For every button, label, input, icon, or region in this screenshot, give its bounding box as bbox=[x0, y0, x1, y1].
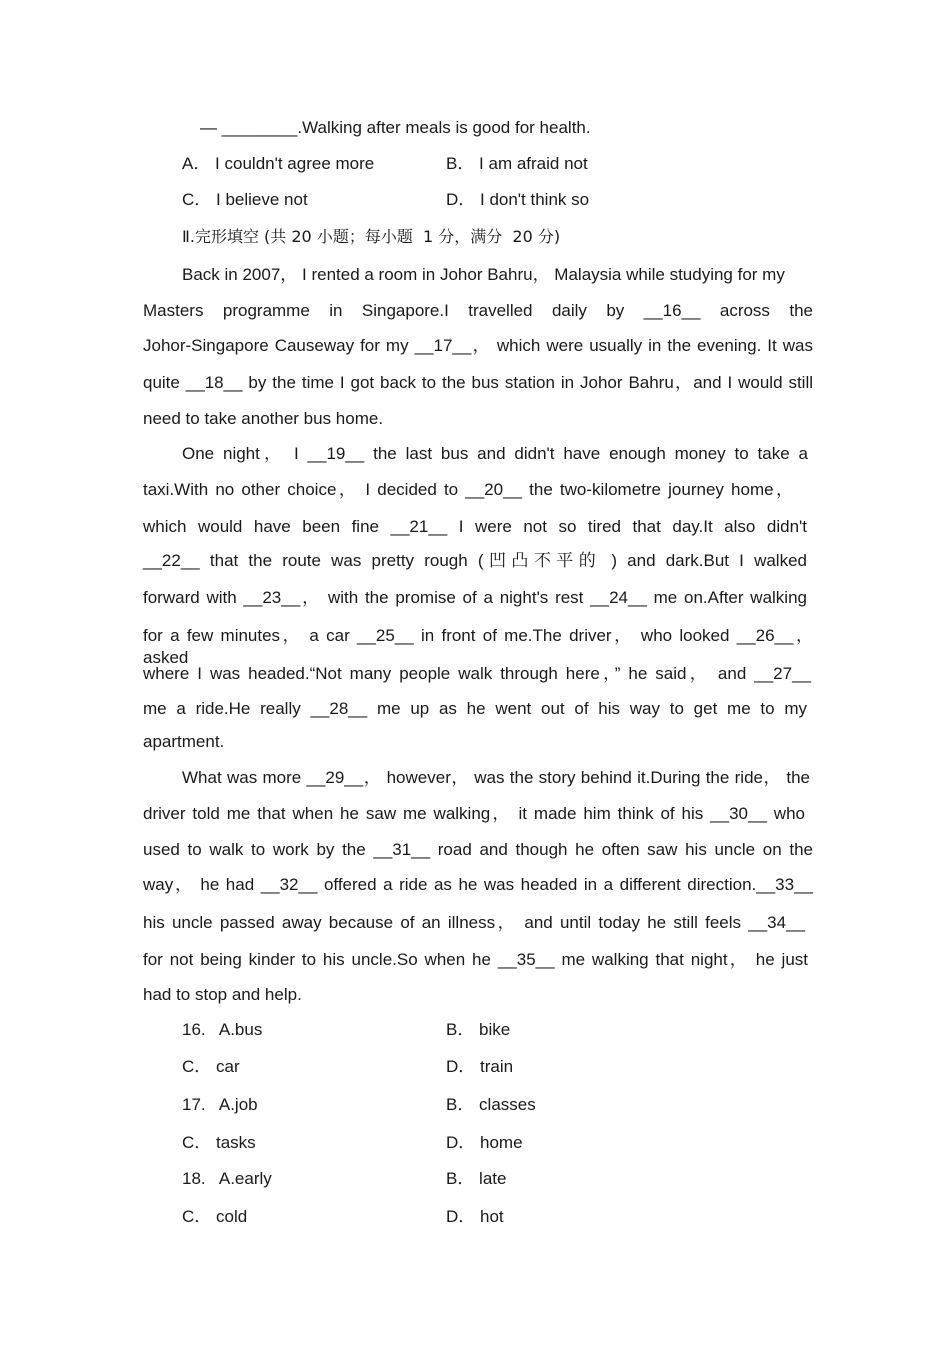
passage-line: his uncle passed away because of an illness， and until today he still feels __34__ bbox=[143, 913, 805, 932]
prev-option-c: C． I believe not bbox=[182, 190, 308, 209]
passage-line: One night， I __19__ the last bus and didn't have enough money to take a bbox=[182, 444, 808, 463]
question-17-option-b: B． classes bbox=[446, 1095, 536, 1114]
passage-line: way， he had __32__ offered a ride as he was headed in a different direction.__33__ bbox=[143, 875, 813, 894]
passage-line: for not being kinder to his uncle.So when he __35__ me walking that night， he just bbox=[143, 950, 808, 969]
question-17-option-d: D． home bbox=[446, 1133, 523, 1152]
passage-line: where I was headed.“Not many people walk through here，” he said， and __27__ bbox=[143, 664, 811, 683]
passage-line: apartment. bbox=[143, 732, 225, 751]
passage-line: me a ride.He really __28__ me up as he went out of his way to get me to my bbox=[143, 699, 807, 718]
option-a: A.early bbox=[218, 1169, 272, 1188]
passage-line: which would have been fine __21__ I were not so tired that day.It also didn't bbox=[143, 517, 807, 536]
passage-line: had to stop and help. bbox=[143, 985, 302, 1004]
question-18-option-c: C． cold bbox=[182, 1207, 248, 1226]
question-18-option-b: B． late bbox=[446, 1169, 507, 1188]
passage-line: Masters programme in Singapore.I travelled daily by __16__ across the bbox=[143, 301, 813, 320]
prev-option-d: D． I don't think so bbox=[446, 190, 590, 209]
section-heading: Ⅱ.完形填空 (共 20 小题；每小题 1 分，满分 20 分) bbox=[182, 227, 561, 246]
question-16-option-c: C． car bbox=[182, 1057, 240, 1076]
option-a: A.bus bbox=[218, 1020, 263, 1039]
passage-line: forward with __23__， with the promise of a night's rest __24__ me on.After walking bbox=[143, 588, 807, 607]
passage-line: driver told me that when he saw me walking， it made him think of his __30__ who bbox=[143, 804, 805, 823]
passage-line: used to walk to work by the __31__ road and though he often saw his uncle on the bbox=[143, 840, 813, 859]
option-a: A.job bbox=[218, 1095, 258, 1114]
passage-line: taxi.With no other choice， I decided to __20__ the two-kilometre journey home， bbox=[143, 480, 793, 499]
question-17-option-c: C． tasks bbox=[182, 1133, 256, 1152]
passage-line: __22__ that the route was pretty rough (凹凸不平的 ) and dark.But I walked bbox=[143, 551, 807, 570]
passage-line: for a few minutes， a car __25__ in front of me.The driver， who looked __26__， asked bbox=[143, 626, 813, 667]
question-18-option-d: D． hot bbox=[446, 1207, 504, 1226]
question-16-option-b: B． bike bbox=[446, 1020, 511, 1039]
question-18-option-a bbox=[182, 1168, 272, 1190]
passage-line: quite __18__ by the time I got back to the bus station in Johor Bahru，and I would still bbox=[143, 373, 813, 392]
question-number: 16. bbox=[182, 1020, 206, 1039]
question-16-option-d: D． train bbox=[446, 1057, 514, 1076]
question-17-option-a bbox=[182, 1094, 258, 1116]
question-number: 17. bbox=[182, 1095, 206, 1114]
question-16-option-a bbox=[182, 1019, 262, 1041]
prev-option-a: A． I couldn't agree more bbox=[182, 154, 375, 173]
passage-line: What was more __29__， however， was the story behind it.During the ride， the bbox=[182, 768, 810, 787]
passage-line: Back in 2007， I rented a room in Johor Bahru， Malaysia while studying for my bbox=[182, 265, 785, 284]
prev-option-b: B． I am afraid not bbox=[446, 154, 588, 173]
passage-line: need to take another bus home. bbox=[143, 409, 384, 428]
passage-line: Johor-Singapore Causeway for my __17__， which were usually in the evening. It was bbox=[143, 336, 813, 355]
prev-question-stem: — ________.Walking after meals is good for health. bbox=[200, 118, 591, 137]
question-number: 18. bbox=[182, 1169, 206, 1188]
